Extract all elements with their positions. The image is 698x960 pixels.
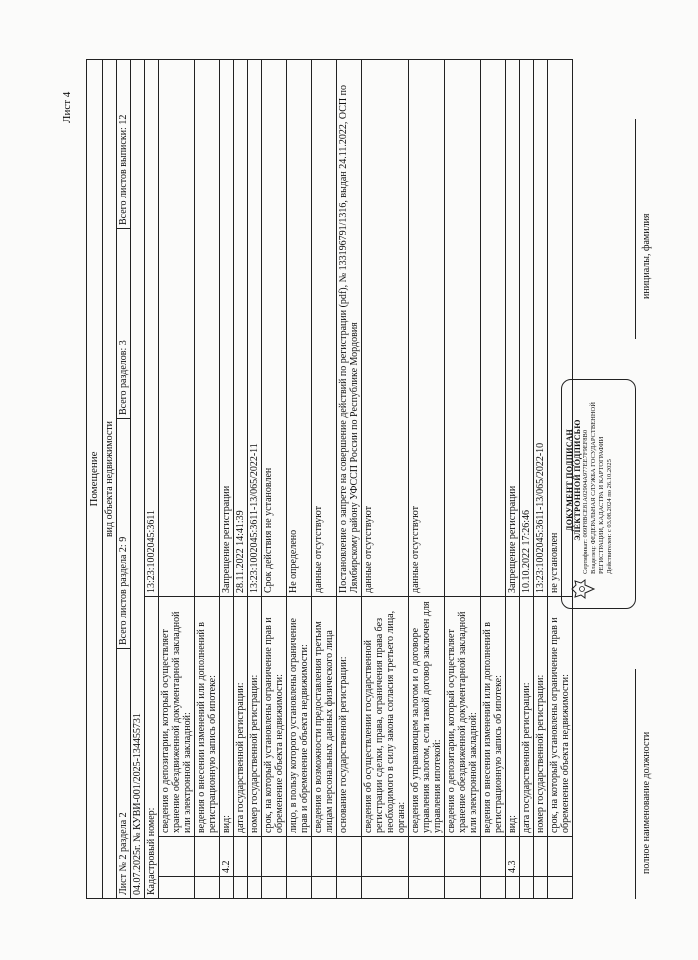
row-value: Срок действия не установлен	[263, 467, 274, 593]
total-sheets-section: Всего листов раздела 2: 9	[117, 418, 130, 648]
table-row	[534, 60, 548, 898]
table-row	[262, 60, 287, 898]
footer-line-left	[635, 669, 636, 899]
row-label: лицо, в пользу которого установлены ограничение прав и обременение объекта недвижимости:	[287, 596, 311, 836]
sheet-info-row	[117, 60, 131, 898]
total-sections: Всего разделов: 3	[117, 228, 130, 418]
sheet-label: Лист 4	[61, 91, 73, 123]
sig-owner: Владелец: ФЕДЕРАЛЬНАЯ СЛУЖБА ГОСУДАРСТВЕННОЙ РЕГИСТРАЦИИ, КАДАСТРА И КАРТОГРАФИИ	[590, 402, 605, 574]
row-value: 10.10.2022 17:26:46	[521, 509, 532, 593]
table-row	[520, 60, 534, 898]
table-row	[312, 60, 337, 898]
row-value: Не определено	[288, 529, 299, 593]
row-value: 13:23:1002045:3611-13/065/2022-10	[535, 442, 546, 593]
rotated-sheet	[1, 0, 698, 959]
table-row	[159, 60, 195, 898]
row-label: сведения об осуществлении государственной регистрации сделки, права, ограничения права без необходимого в силу закона согласия третьего лица, органа:	[362, 596, 408, 836]
sig-cert: Сертификат: 009F8BCE81A02904A977EE7F9EF8B0	[582, 429, 589, 574]
row-value: Запрещение регистрации	[221, 485, 232, 593]
sig-line1: ДОКУМЕНТ ПОДПИСАН	[565, 428, 574, 532]
table-row	[195, 60, 220, 898]
footer-position: полное наименование должности	[641, 731, 652, 874]
row-label: сведения о депозитарии, который осуществляет хранение обездвиженной документарной закладной или электронной закладной:	[445, 596, 480, 836]
row-label: вид:	[220, 596, 233, 836]
row-label: сведения о депозитарии, который осуществляет хранение обездвиженной документарной закладной или электронной закладной:	[159, 596, 194, 836]
row-label: дата государственной регистрации:	[234, 596, 247, 836]
section-number: 4.2	[220, 836, 233, 876]
object-title: Помещение	[88, 451, 100, 507]
row-value: данные отсутствуют	[410, 506, 421, 593]
table-row	[362, 60, 409, 898]
emblem-icon	[570, 578, 596, 600]
row-label: вид:	[506, 596, 519, 836]
row-value	[159, 60, 194, 596]
row-label: дата государственной регистрации:	[520, 596, 533, 836]
row-value	[195, 60, 219, 596]
row-value: 28.11.2022 14:41:39	[235, 510, 246, 593]
row-value: Постановление о запрете на совершение действий по регистрации (pdf), № 133196791/1316, выдан 24.11.2022, ОСП по Лямбирскому району УФССП России по Республике Мордовия	[338, 85, 360, 593]
row-label: срок, на который установлены ограничение прав и обременение объекта недвижимости:	[262, 596, 286, 836]
row-value: Запрещение регистрации	[507, 485, 518, 593]
footer-name: инициалы, фамилия	[641, 213, 652, 299]
sig-line2: ЭЛЕКТРОННОЙ ПОДПИСЬЮ	[573, 419, 582, 541]
row-label: номер государственной регистрации:	[248, 596, 261, 836]
row-label: сведения о возможности предоставления третьим лицам персональных данных физического лица	[312, 596, 336, 836]
row-value	[481, 60, 505, 596]
row-label: номер государственной регистрации:	[534, 596, 547, 836]
row-value: данные отсутствуют	[313, 506, 324, 593]
row-label: основание государственной регистрации:	[337, 596, 361, 836]
row-label: срок, на который установлены ограничение прав и обременение объекта недвижимости:	[548, 596, 572, 836]
cadastral-label: Кадастровый номер:	[145, 596, 158, 898]
table-row	[287, 60, 312, 898]
row-label: ведения о внесении изменений или дополнений в регистрационную запись об ипотеке:	[195, 596, 219, 836]
section-number: 4.3	[506, 836, 519, 876]
row-value: данные отсутствуют	[363, 506, 374, 593]
extract-table	[86, 59, 573, 899]
row-value	[445, 60, 480, 596]
table-row	[234, 60, 248, 898]
total-sheets: Всего листов выписки: 12	[118, 114, 129, 225]
table-row	[409, 60, 445, 898]
sig-valid: Действителен: с 03.08.2024 по 26.10.2025	[606, 459, 613, 574]
date-number: 04.07.2025г. № КУВИ-001/2025-134455731	[132, 713, 143, 895]
row-value: не установлен	[549, 532, 560, 593]
row-value: 13:23:1002045:3611-13/065/2022-11	[249, 443, 260, 593]
table-row	[445, 60, 481, 898]
cadastral-row	[145, 60, 159, 898]
footer-line-right	[635, 119, 636, 339]
table-row	[220, 60, 234, 898]
table-row	[481, 60, 506, 898]
cadastral-value: 13:23:1002045:3611	[146, 510, 157, 593]
table-row	[248, 60, 262, 898]
row-label: ведения о внесении изменений или дополнений в регистрационную запись об ипотеке:	[481, 596, 505, 836]
list-section: Лист № 2 раздела 2	[117, 648, 130, 898]
row-label: сведения об управляющем залогом и о договоре управления залогом, если такой договор заключен для управления ипотекой:	[409, 596, 444, 836]
table-row	[506, 60, 520, 898]
object-subtitle: вид объекта недвижимости	[104, 420, 115, 538]
table-row	[337, 60, 362, 898]
electronic-signature-stamp	[561, 379, 636, 609]
